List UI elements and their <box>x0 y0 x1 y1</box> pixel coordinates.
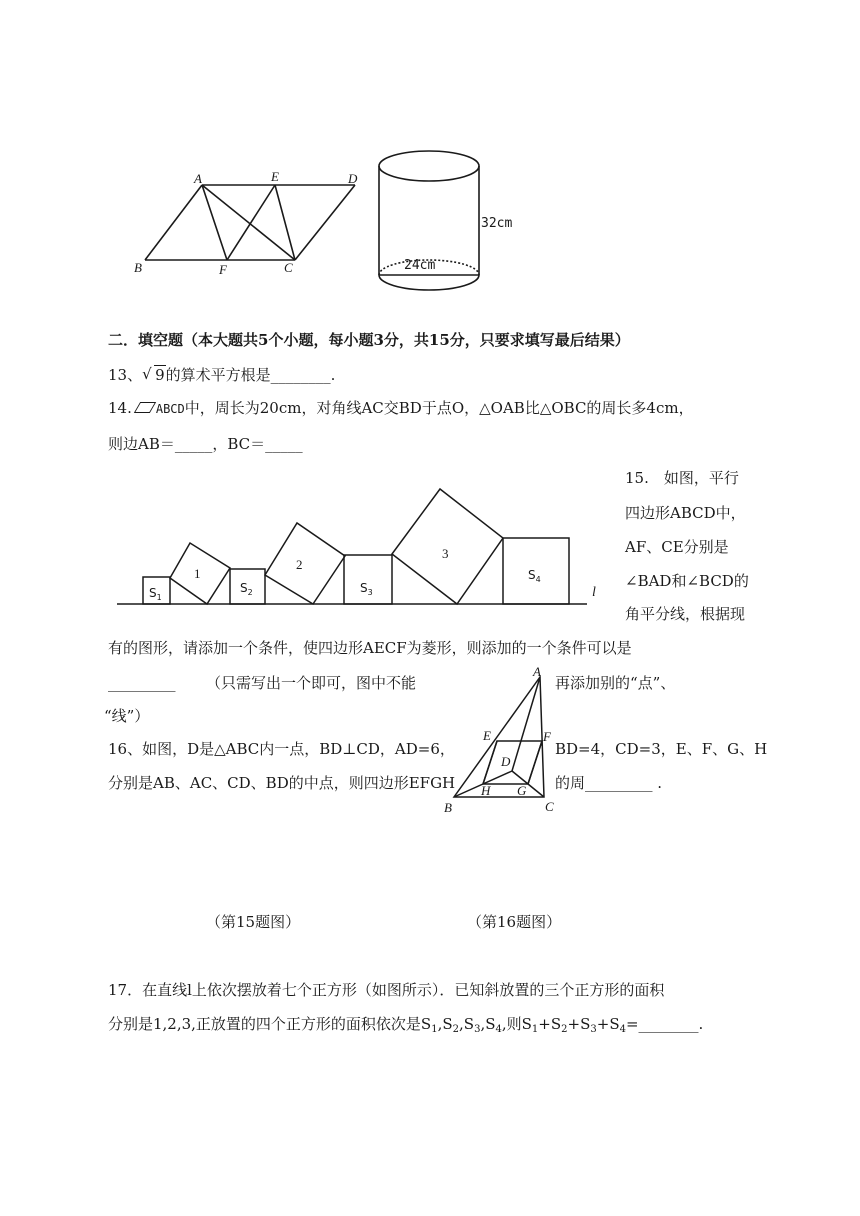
q15-col-line-1: 15. 如图，平行 <box>625 469 739 487</box>
q13-suffix: 的算术平方根是________. <box>165 366 336 384</box>
q15-col-line-5: 角平分线，根据现 <box>625 605 746 623</box>
q16-right-line-1: BD=4，CD=3，E、F、G、H <box>555 740 768 758</box>
upright-square-label-s2: $S_2$ <box>240 581 253 597</box>
q15-col-line-2: 四边形ABCD中， <box>625 504 746 522</box>
q13-prefix: 13、 <box>108 366 143 384</box>
tilted-square-label-2: 2 <box>296 557 303 572</box>
q15-col-line-3: AF、CE分别是 <box>625 538 729 556</box>
q15-blank: _________ <box>108 674 176 692</box>
caption-fig16: （第16题图） <box>467 913 562 931</box>
q13-radicand: 9 <box>155 366 165 384</box>
label-D: D <box>348 171 358 186</box>
upright-square-label-s4: $S_4$ <box>528 568 541 584</box>
label-F: F <box>219 262 227 277</box>
cylinder-diameter-label: 24cm <box>404 258 436 273</box>
question-13 <box>108 364 335 386</box>
q15-line-end: “线”） <box>104 707 150 725</box>
cylinder-figure <box>370 145 530 300</box>
upright-square-label-s3: $S_3$ <box>360 581 373 597</box>
q17-line-2: 分别是1,2,3,正放置的四个正方形的面积依次是$S_1,S_2,S_3,S_4$,则$S_1+S_2+S_3+S_4=\_\_\_\_\_\_\_\_$. <box>108 1015 704 1035</box>
label-C: C <box>284 260 293 275</box>
q16-left-line-2: 分别是AB、AC、CD、BD的中点，则四边形EFGH <box>108 774 456 792</box>
q16-left-line-1: 16、如图，D是△ABC内一点，BD⊥CD，AD=6， <box>108 740 455 758</box>
q16-right-line-2: 的周_________ . <box>555 774 663 792</box>
q15-right-text: 再添加别的“点”、 <box>555 674 676 692</box>
squares-figure <box>115 485 615 610</box>
triangle-label-H: H <box>481 783 491 798</box>
q14-abcd: ABCD <box>155 402 185 416</box>
question-14-line2: 则边AB＝_____，BC＝_____ <box>108 435 303 453</box>
triangle-figure <box>440 664 565 816</box>
triangle-label-D: D <box>501 754 511 769</box>
triangle-label-G: G <box>517 783 527 798</box>
label-B: B <box>134 260 142 275</box>
triangle-label-A: A <box>533 664 541 679</box>
tilted-square-label-3: 3 <box>442 546 449 561</box>
triangle-label-B: B <box>444 800 452 815</box>
parallelogram-symbol-icon <box>134 402 156 413</box>
triangle-label-C: C <box>545 799 554 814</box>
line-label-l: l <box>592 585 596 600</box>
q17-line-1: 17．在直线l上依次摆放着七个正方形（如图所示）．已知斜放置的三个正方形的面积 <box>108 981 665 999</box>
label-E: E <box>271 169 279 184</box>
q14-line1-rest: 中，周长为20cm，对角线AC交BD于点O，△OAB比△OBC的周长多4cm， <box>184 399 694 417</box>
label-A: A <box>194 171 202 186</box>
q15-line-full: 有的图形，请添加一个条件，使四边形AECF为菱形，则添加的一个条件可以是 <box>108 639 632 657</box>
parallelogram-figure <box>120 160 370 280</box>
cylinder-height-label: 32cm <box>481 216 513 231</box>
q15-col-line-4: ∠BAD和∠BCD的 <box>625 572 749 590</box>
triangle-label-F: F <box>543 729 551 744</box>
triangle-label-E: E <box>483 728 491 743</box>
q15-left-text: （只需写出一个即可，图中不能 <box>206 674 417 692</box>
sqrt-symbol: √ 9 <box>142 365 165 384</box>
section-header: 二．填空题（本大题共5个小题，每小题3分，共15分，只要求填写最后结果） <box>108 331 630 349</box>
question-14-line1: 14. ABCD中，周长为20cm，对角线AC交BD于点O，△OAB比△OBC的周长多4cm， <box>108 399 694 417</box>
upright-square-label-s1: $S_1$ <box>149 586 162 602</box>
caption-fig15: （第15题图） <box>206 913 301 931</box>
tilted-square-label-1: 1 <box>194 566 201 581</box>
